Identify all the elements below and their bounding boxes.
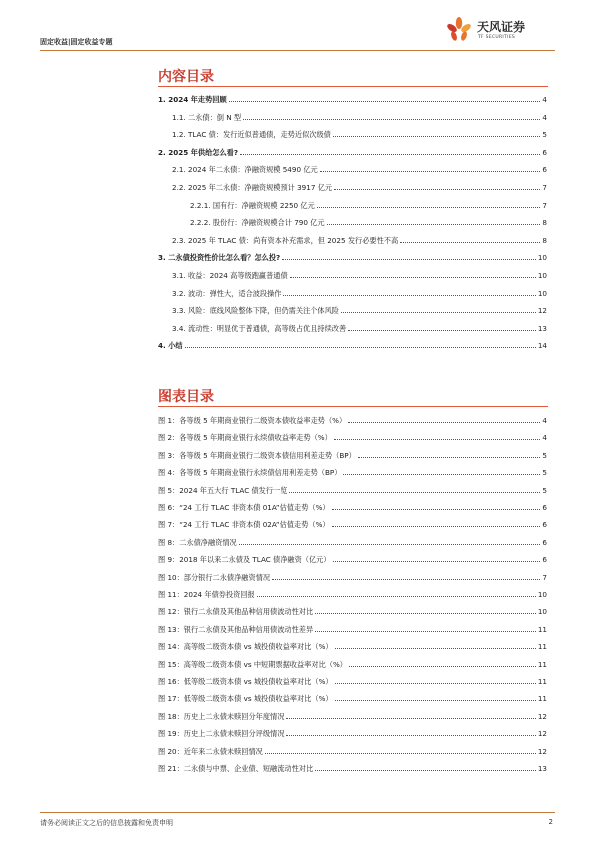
entry-title: 图 2：各等级 5 年期商业银行永续债收益率走势（%） xyxy=(158,433,332,443)
entry-page: 11 xyxy=(537,694,547,704)
entry-page: 12 xyxy=(537,306,547,316)
entry-title: 图 6：“24 工行 TLAC 非资本债 01A”估值走势（%） xyxy=(158,503,330,512)
entry-page: 6 xyxy=(542,537,547,547)
toc-entry[interactable] xyxy=(158,145,547,157)
entry-page: 10 xyxy=(537,607,547,617)
entry-page: 10 xyxy=(537,271,547,280)
toc-entry[interactable] xyxy=(190,215,547,227)
entry-page: 7 xyxy=(542,200,547,210)
entry-title: 3. 二永债投资性价比怎么看？怎么投? xyxy=(158,253,281,263)
header-category: 固定收益|固定收益专题 xyxy=(40,38,113,46)
logo-company-name: 天风证券 xyxy=(477,20,526,34)
dot-leader xyxy=(315,630,536,632)
dot-leader xyxy=(334,188,540,190)
entry-title: 图 20：近年来二永债未赎回情况 xyxy=(158,746,263,756)
entry-page: 11 xyxy=(537,677,547,686)
figure-entry[interactable] xyxy=(158,517,547,529)
entry-title: 4. 小结 xyxy=(158,341,183,351)
entry-title: 1.2. TLAC 债：发行近似普通债，走势近似次级债 xyxy=(172,130,331,140)
figure-entry[interactable] xyxy=(158,465,547,477)
entry-title: 图 9：2018 年以来二永债及 TLAC 债净融资（亿元） xyxy=(158,555,331,565)
toc-entry[interactable] xyxy=(158,250,547,262)
figure-entry[interactable] xyxy=(158,552,547,564)
entry-page: 7 xyxy=(542,183,547,192)
dot-leader xyxy=(400,241,540,243)
dot-leader xyxy=(265,752,536,754)
logo-company-name-en: TF SECURITIES xyxy=(478,35,516,40)
toc-entry[interactable] xyxy=(158,338,547,350)
figure-entry[interactable] xyxy=(158,500,547,512)
figure-entry[interactable] xyxy=(158,448,547,460)
entry-title: 图 12：银行二永债及其他品种信用债波动性对比 xyxy=(158,607,314,617)
dot-leader xyxy=(358,456,541,458)
figure-entry[interactable] xyxy=(158,691,547,703)
toc-entry[interactable] xyxy=(172,286,547,298)
entry-page: 14 xyxy=(537,341,547,351)
entry-title: 图 10：部分银行二永债净融资情况 xyxy=(158,572,271,582)
entry-title: 2.1. 2024 年二永债：净融资规模 5490 亿元 xyxy=(172,165,318,175)
entry-title: 图 17：低等级二级资本债 vs 城投债收益率对比（%） xyxy=(158,694,333,704)
toc-entry[interactable] xyxy=(158,92,547,104)
dot-leader xyxy=(349,665,536,667)
figure-entry[interactable] xyxy=(158,709,547,721)
figure-entry[interactable] xyxy=(158,744,547,756)
figures-title-divider xyxy=(158,406,548,407)
entry-page: 5 xyxy=(542,468,547,478)
entry-title: 图 5：2024 年五大行 TLAC 债发行一览 xyxy=(158,485,288,495)
dot-leader xyxy=(335,699,536,701)
entry-page: 6 xyxy=(542,520,547,530)
dot-leader xyxy=(289,491,540,493)
entry-title: 图 13：银行二永债及其他品种信用债波动性差异 xyxy=(158,624,314,634)
entry-title: 3.1. 收益：2024 高等级跑赢普通债 xyxy=(172,271,288,280)
entry-title: 1. 2024 年走势回顾 xyxy=(158,95,227,104)
dot-leader xyxy=(243,118,540,120)
entry-title: 图 14：高等级二级资本债 vs 城投债收益率对比（%） xyxy=(158,642,333,652)
figure-entry[interactable] xyxy=(158,674,547,686)
figure-entry[interactable] xyxy=(158,761,547,773)
entry-page: 4 xyxy=(542,433,547,443)
entry-page: 5 xyxy=(542,485,547,495)
dot-leader xyxy=(348,329,536,331)
entry-title: 2.2. 2025 年二永债：净融资规模预计 3917 亿元 xyxy=(172,183,333,192)
dot-leader xyxy=(283,294,535,296)
entry-page: 11 xyxy=(537,659,547,669)
entry-page: 5 xyxy=(542,130,547,140)
footer-divider xyxy=(40,812,555,813)
figure-entry[interactable] xyxy=(158,639,547,651)
entry-page: 12 xyxy=(537,746,547,756)
dot-leader xyxy=(327,223,541,225)
figure-entry[interactable] xyxy=(158,657,547,669)
entry-page: 13 xyxy=(537,323,547,333)
toc-entry[interactable] xyxy=(172,233,547,245)
entry-title: 2. 2025 年供给怎么看? xyxy=(158,147,239,157)
toc-entry[interactable] xyxy=(172,110,547,122)
dot-leader xyxy=(315,612,536,614)
figure-entry[interactable] xyxy=(158,622,547,634)
dot-leader xyxy=(332,508,541,510)
dot-leader xyxy=(320,170,541,172)
entry-title: 2.3. 2025 年 TLAC 债：尚有资本补充需求，但 2025 发行必要性不高 xyxy=(172,235,399,245)
entry-page: 10 xyxy=(537,288,547,298)
dot-leader xyxy=(335,682,536,684)
dot-leader xyxy=(348,421,540,423)
dot-leader xyxy=(239,543,541,545)
entry-title: 1.1. 二永债：倒 N 型 xyxy=(172,112,242,122)
entry-page: 7 xyxy=(542,572,547,582)
entry-title: 3.4. 流动性：明显优于普通债，高等级占优且持续改善 xyxy=(172,323,347,333)
dot-leader xyxy=(315,769,536,771)
entry-title: 图 3：各等级 5 年期商业银行二级资本债信用利差走势（BP） xyxy=(158,450,356,460)
entry-page: 10 xyxy=(537,590,547,599)
toc-entry[interactable] xyxy=(172,303,547,315)
figure-entry[interactable] xyxy=(158,430,547,442)
toc-entry[interactable] xyxy=(190,198,547,210)
entry-title: 2.2.1. 国有行：净融资规模 2250 亿元 xyxy=(190,200,315,210)
header-divider xyxy=(40,50,555,51)
dot-leader xyxy=(335,647,536,649)
entry-page: 10 xyxy=(537,253,547,263)
dot-leader xyxy=(286,734,535,736)
entry-page: 13 xyxy=(537,764,547,773)
toc-entry[interactable] xyxy=(172,268,547,280)
dot-leader xyxy=(332,525,541,527)
entry-page: 5 xyxy=(542,450,547,460)
page-number: 2 xyxy=(548,818,553,826)
dot-leader xyxy=(185,346,536,348)
dot-leader xyxy=(317,206,541,208)
entry-page: 8 xyxy=(542,235,547,245)
figure-entry[interactable] xyxy=(158,587,547,599)
toc-title-divider xyxy=(158,86,548,87)
toc-entry[interactable] xyxy=(172,180,547,192)
entry-title: 图 16：低等级二级资本债 vs 城投债收益率对比（%） xyxy=(158,677,333,686)
dot-leader xyxy=(341,311,536,313)
entry-title: 2.2.2. 股份行：净融资规模合计 790 亿元 xyxy=(190,218,325,228)
figure-entry[interactable] xyxy=(158,413,547,425)
entry-page: 4 xyxy=(542,416,547,425)
dot-leader xyxy=(257,595,536,597)
flower-logo-icon xyxy=(443,14,475,46)
entry-title: 3.3. 风险：底线风险整体下降，但仍需关注个体风险 xyxy=(172,306,339,316)
entry-title: 图 15：高等级二级资本债 vs 中短期票据收益率对比（%） xyxy=(158,659,347,669)
entry-page: 4 xyxy=(542,95,547,104)
figure-entry[interactable] xyxy=(158,604,547,616)
company-logo xyxy=(443,14,553,46)
toc-entry[interactable] xyxy=(172,321,547,333)
dot-leader xyxy=(286,717,535,719)
entry-page: 6 xyxy=(542,165,547,175)
entry-title: 图 1：各等级 5 年期商业银行二级资本债收益率走势（%） xyxy=(158,416,347,425)
entry-page: 6 xyxy=(542,555,547,565)
dot-leader xyxy=(290,276,536,278)
entry-page: 11 xyxy=(537,624,547,634)
entry-title: 图 7：“24 工行 TLAC 非资本债 02A”估值走势（%） xyxy=(158,520,330,530)
figure-entry[interactable] xyxy=(158,483,547,495)
toc-entry[interactable] xyxy=(172,162,547,174)
entry-title: 图 18：历史上二永债未赎回分年度情况 xyxy=(158,711,285,721)
entry-page: 12 xyxy=(537,729,547,739)
dot-leader xyxy=(343,473,540,475)
dot-leader xyxy=(282,258,536,260)
dot-leader xyxy=(229,100,541,102)
figures-title: 图表目录 xyxy=(158,389,214,405)
entry-title: 图 8：二永债净融资情况 xyxy=(158,537,237,547)
figure-entry[interactable] xyxy=(158,726,547,738)
entry-title: 图 19：历史上二永债未赎回分评级情况 xyxy=(158,729,285,739)
dot-leader xyxy=(333,135,541,137)
dot-leader xyxy=(334,438,541,440)
entry-page: 6 xyxy=(542,147,547,157)
dot-leader xyxy=(240,153,540,155)
figure-entry[interactable] xyxy=(158,570,547,582)
figure-entry[interactable] xyxy=(158,535,547,547)
entry-title: 图 11：2024 年债券投资回报 xyxy=(158,590,255,599)
dot-leader xyxy=(333,560,541,562)
entry-page: 8 xyxy=(542,218,547,228)
footer-disclaimer: 请务必阅读正文之后的信息披露和免责申明 xyxy=(40,819,173,827)
toc-title: 内容目录 xyxy=(158,69,214,85)
entry-title: 3.2. 波动：弹性大，适合波段操作 xyxy=(172,288,282,298)
dot-leader xyxy=(272,578,540,580)
entry-page: 6 xyxy=(542,503,547,512)
entry-page: 12 xyxy=(537,711,547,721)
entry-title: 图 21：二永债与中票、企业债、短融流动性对比 xyxy=(158,764,314,773)
entry-page: 4 xyxy=(542,112,547,122)
entry-page: 11 xyxy=(537,642,547,652)
entry-title: 图 4：各等级 5 年期商业银行永续债信用利差走势（BP） xyxy=(158,468,342,478)
toc-entry[interactable] xyxy=(172,127,547,139)
